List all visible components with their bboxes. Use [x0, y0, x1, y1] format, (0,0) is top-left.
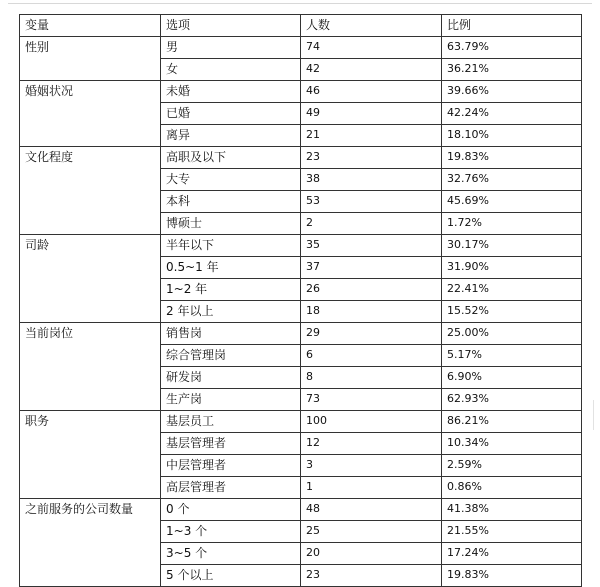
- count-cell: 21: [301, 125, 442, 147]
- ratio-cell: 63.79%: [442, 37, 582, 59]
- option-cell: 男: [161, 37, 301, 59]
- variable-cell: 之前服务的公司数量: [20, 499, 161, 587]
- variable-cell: 文化程度: [20, 147, 161, 235]
- option-cell: 0 个: [161, 499, 301, 521]
- count-cell: 23: [301, 565, 442, 587]
- header-variable: 变量: [20, 15, 161, 37]
- ratio-cell: 18.10%: [442, 125, 582, 147]
- option-cell: 生产岗: [161, 389, 301, 411]
- count-cell: 3: [301, 455, 442, 477]
- variable-cell: 婚姻状况: [20, 81, 161, 147]
- ratio-cell: 62.93%: [442, 389, 582, 411]
- ratio-cell: 45.69%: [442, 191, 582, 213]
- ratio-cell: 36.21%: [442, 59, 582, 81]
- count-cell: 18: [301, 301, 442, 323]
- option-cell: 高层管理者: [161, 477, 301, 499]
- table-body: [20, 37, 582, 587]
- ratio-cell: 31.90%: [442, 257, 582, 279]
- count-cell: 100: [301, 411, 442, 433]
- count-cell: 53: [301, 191, 442, 213]
- count-cell: 46: [301, 81, 442, 103]
- table-row: [20, 323, 582, 345]
- ratio-cell: 15.52%: [442, 301, 582, 323]
- option-cell: 中层管理者: [161, 455, 301, 477]
- header-row: [20, 15, 582, 37]
- count-cell: 25: [301, 521, 442, 543]
- header-option: 选项: [161, 15, 301, 37]
- count-cell: 2: [301, 213, 442, 235]
- option-cell: 综合管理岗: [161, 345, 301, 367]
- count-cell: 74: [301, 37, 442, 59]
- ratio-cell: 39.66%: [442, 81, 582, 103]
- option-cell: 0.5~1 年: [161, 257, 301, 279]
- ratio-cell: 5.17%: [442, 345, 582, 367]
- count-cell: 73: [301, 389, 442, 411]
- ratio-cell: 41.38%: [442, 499, 582, 521]
- option-cell: 3~5 个: [161, 543, 301, 565]
- ratio-cell: 1.72%: [442, 213, 582, 235]
- count-cell: 29: [301, 323, 442, 345]
- table-row: [20, 37, 582, 59]
- count-cell: 37: [301, 257, 442, 279]
- ratio-cell: 10.34%: [442, 433, 582, 455]
- count-cell: 6: [301, 345, 442, 367]
- option-cell: 高职及以下: [161, 147, 301, 169]
- variable-cell: 司龄: [20, 235, 161, 323]
- option-cell: 1~3 个: [161, 521, 301, 543]
- option-cell: 本科: [161, 191, 301, 213]
- header-ratio: 比例: [442, 15, 582, 37]
- count-cell: 12: [301, 433, 442, 455]
- count-cell: 26: [301, 279, 442, 301]
- ratio-cell: 19.83%: [442, 565, 582, 587]
- ratio-cell: 42.24%: [442, 103, 582, 125]
- ratio-cell: 0.86%: [442, 477, 582, 499]
- ratio-cell: 22.41%: [442, 279, 582, 301]
- ratio-cell: 2.59%: [442, 455, 582, 477]
- count-cell: 1: [301, 477, 442, 499]
- variable-cell: 当前岗位: [20, 323, 161, 411]
- option-cell: 基层管理者: [161, 433, 301, 455]
- ratio-cell: 6.90%: [442, 367, 582, 389]
- option-cell: 销售岗: [161, 323, 301, 345]
- sample-statistics-table: [19, 14, 582, 587]
- option-cell: 已婚: [161, 103, 301, 125]
- ratio-cell: 21.55%: [442, 521, 582, 543]
- table-row: [20, 499, 582, 521]
- table-row: [20, 147, 582, 169]
- count-cell: 42: [301, 59, 442, 81]
- option-cell: 大专: [161, 169, 301, 191]
- page-edge-mark: [591, 400, 594, 430]
- variable-cell: 性别: [20, 37, 161, 81]
- count-cell: 23: [301, 147, 442, 169]
- table-row: [20, 411, 582, 433]
- count-cell: 8: [301, 367, 442, 389]
- header-count: 人数: [301, 15, 442, 37]
- count-cell: 38: [301, 169, 442, 191]
- option-cell: 研发岗: [161, 367, 301, 389]
- count-cell: 48: [301, 499, 442, 521]
- ratio-cell: 19.83%: [442, 147, 582, 169]
- variable-cell: 职务: [20, 411, 161, 499]
- count-cell: 35: [301, 235, 442, 257]
- ratio-cell: 17.24%: [442, 543, 582, 565]
- count-cell: 20: [301, 543, 442, 565]
- option-cell: 2 年以上: [161, 301, 301, 323]
- option-cell: 半年以下: [161, 235, 301, 257]
- ratio-cell: 30.17%: [442, 235, 582, 257]
- top-divider: [8, 3, 592, 4]
- option-cell: 女: [161, 59, 301, 81]
- ratio-cell: 32.76%: [442, 169, 582, 191]
- option-cell: 未婚: [161, 81, 301, 103]
- ratio-cell: 86.21%: [442, 411, 582, 433]
- table-row: [20, 81, 582, 103]
- option-cell: 基层员工: [161, 411, 301, 433]
- option-cell: 博硕士: [161, 213, 301, 235]
- option-cell: 1~2 年: [161, 279, 301, 301]
- option-cell: 离异: [161, 125, 301, 147]
- ratio-cell: 25.00%: [442, 323, 582, 345]
- count-cell: 49: [301, 103, 442, 125]
- table-row: [20, 235, 582, 257]
- option-cell: 5 个以上: [161, 565, 301, 587]
